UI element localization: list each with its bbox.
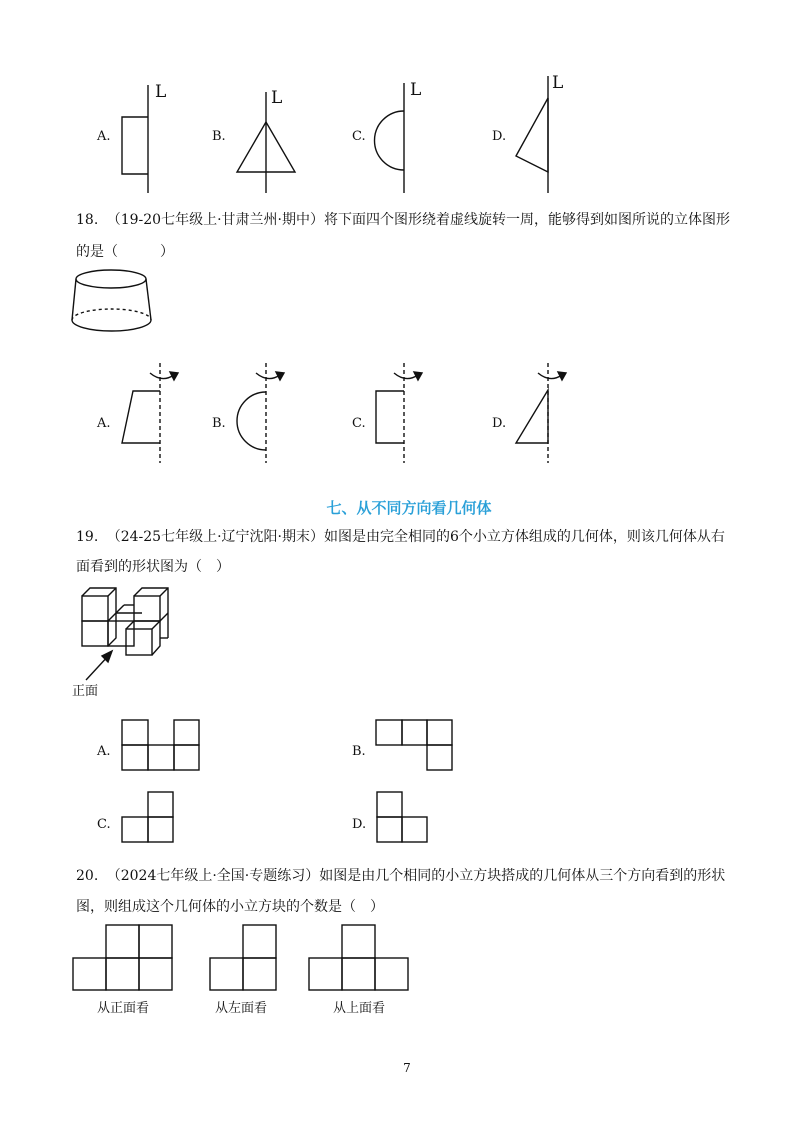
q17-option-b-letter: B. (212, 129, 226, 144)
q19-source: （24-25七年级上·辽宁沈阳·期末） (106, 529, 324, 545)
q19-number: 19. (76, 529, 99, 545)
q19-front-label: 正面 (72, 684, 99, 699)
q20-top-view-caption: 从上面看 (333, 1001, 386, 1016)
q18-option-a-letter: A. (97, 416, 111, 431)
q20-left-view-caption: 从左面看 (215, 1001, 268, 1016)
q17-option-a-axis-label: L (155, 82, 167, 102)
q19-option-c-letter: C. (97, 817, 111, 832)
q17-option-c-letter: C. (352, 129, 366, 144)
q19-stem-line2: 面看到的形状图为（ ） (76, 559, 230, 575)
q18-option-d-letter: D. (492, 416, 507, 431)
q20-stem-line2: 图，则组成这个几何体的小立方块的个数是（ ） (76, 899, 384, 915)
q18-option-b-letter: B. (212, 416, 226, 431)
q20-number: 20. (76, 868, 99, 884)
q18-number: 18. (76, 212, 99, 228)
q17-option-b-axis-label: L (271, 88, 283, 108)
q17-option-d-letter: D. (492, 129, 507, 144)
q19-option-d-letter: D. (352, 817, 367, 832)
page-number: 7 (403, 1061, 411, 1075)
q19-option-a-letter: A. (97, 744, 111, 759)
q20-stem-text: 如图是由几个相同的小立方块搭成的几何体从三个方向看到的形状 (319, 868, 726, 884)
q18-source: （19-20七年级上·甘肃兰州·期中） (106, 212, 324, 228)
q19-stem-text: 如图是由完全相同的6个小立方体组成的几何体，则该几何体从右 (323, 529, 725, 545)
q20-front-view-caption: 从正面看 (97, 1001, 150, 1016)
q17-option-d-axis-label: L (552, 73, 564, 93)
q18-option-c-letter: C. (352, 416, 366, 431)
q17-option-a-letter: A. (97, 129, 111, 144)
q19-option-b-letter: B. (352, 744, 366, 759)
q18-stem-line2: 的是（ ） (76, 244, 174, 260)
section-heading: 七、从不同方向看几何体 (326, 499, 492, 517)
q17-option-c-axis-label: L (410, 80, 422, 100)
q18-stem-text: 将下面四个图形绕着虚线旋转一周，能够得到如图所说的立体图形 (323, 212, 730, 228)
q20-source: （2024七年级上·全国·专题练习） (106, 868, 320, 884)
